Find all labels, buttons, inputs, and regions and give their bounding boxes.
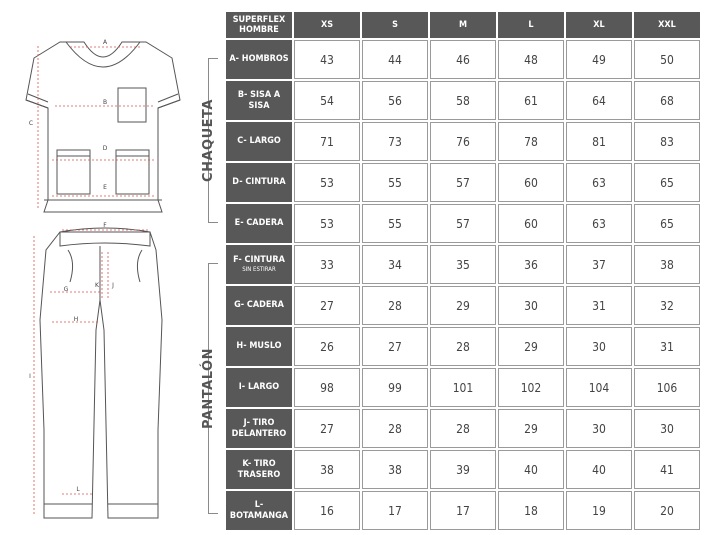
measurement-value: 78 — [498, 122, 564, 161]
measurement-name: E- CADERA — [234, 218, 284, 228]
measurement-note: SIN ESTIRAR — [242, 266, 276, 273]
diagram-letter-f: F — [103, 222, 107, 229]
measurement-value: 61 — [498, 81, 564, 120]
measurement-value: 38 — [294, 450, 360, 489]
measurement-value: 20 — [634, 491, 700, 530]
measurement-value: 63 — [566, 163, 632, 202]
group-label-pantalon: PANTALÓN — [200, 348, 216, 429]
measurement-label — [226, 245, 292, 284]
measurement-name: B- SISA A SISA — [237, 89, 281, 111]
measurement-value: 17 — [430, 491, 496, 530]
measurement-value: 18 — [498, 491, 564, 530]
measurement-value: 53 — [294, 204, 360, 243]
measurement-value: 104 — [566, 368, 632, 407]
size-header: XS — [294, 12, 360, 38]
measurement-value: 73 — [362, 122, 428, 161]
measurement-value: 30 — [498, 286, 564, 325]
table-row — [226, 163, 700, 202]
measurement-value: 17 — [362, 491, 428, 530]
measurement-value: 29 — [498, 327, 564, 366]
size-header-row — [226, 12, 700, 38]
measurement-value: 30 — [566, 409, 632, 448]
measurement-value: 27 — [294, 409, 360, 448]
size-header: XL — [566, 12, 632, 38]
measurement-value: 64 — [566, 81, 632, 120]
measurement-value: 31 — [566, 286, 632, 325]
measurement-name: D- CINTURA — [232, 177, 286, 187]
measurement-name: L- BOTAMANGA — [229, 499, 289, 521]
table-row — [226, 409, 700, 448]
measurement-value: 65 — [634, 163, 700, 202]
table-row — [226, 81, 700, 120]
measurement-value: 76 — [430, 122, 496, 161]
pants-outline — [40, 232, 162, 518]
measurement-label — [226, 204, 292, 243]
measurement-value: 28 — [362, 286, 428, 325]
measurement-value: 30 — [634, 409, 700, 448]
measurement-value: 83 — [634, 122, 700, 161]
measurement-value: 33 — [294, 245, 360, 284]
measurement-value: 48 — [498, 40, 564, 79]
measurement-label — [226, 286, 292, 325]
measurement-value: 16 — [294, 491, 360, 530]
measurement-value: 39 — [430, 450, 496, 489]
measurement-value: 32 — [634, 286, 700, 325]
diagram-letter-i: I — [29, 373, 31, 380]
measurement-value: 53 — [294, 163, 360, 202]
diagram-letter-j: J — [112, 282, 114, 289]
measurement-value: 49 — [566, 40, 632, 79]
diagram-letter-k: K — [95, 282, 99, 289]
measurement-value: 30 — [566, 327, 632, 366]
size-header: M — [430, 12, 496, 38]
measurement-label — [226, 491, 292, 530]
measurement-label — [226, 163, 292, 202]
size-header: L — [498, 12, 564, 38]
measurement-value: 58 — [430, 81, 496, 120]
measurement-value: 40 — [566, 450, 632, 489]
measurement-value: 54 — [294, 81, 360, 120]
table-row — [226, 204, 700, 243]
measurement-value: 55 — [362, 204, 428, 243]
table-row — [226, 491, 700, 530]
measurement-value: 57 — [430, 204, 496, 243]
diagram-letter-h: H — [73, 316, 79, 323]
measurement-value: 19 — [566, 491, 632, 530]
measurement-value: 56 — [362, 81, 428, 120]
measurement-label — [226, 327, 292, 366]
measurement-value: 81 — [566, 122, 632, 161]
measurement-value: 27 — [362, 327, 428, 366]
measurement-value: 28 — [362, 409, 428, 448]
measurement-value: 38 — [362, 450, 428, 489]
group-label-chaqueta: CHAQUETA — [200, 99, 216, 182]
measurement-label — [226, 40, 292, 79]
diagram-letter-a: A — [102, 39, 108, 46]
measurement-value: 36 — [498, 245, 564, 284]
table-row — [226, 450, 700, 489]
measurement-value: 44 — [362, 40, 428, 79]
measurement-value: 28 — [430, 409, 496, 448]
diagram-letter-c: C — [28, 120, 34, 127]
measurement-value: 43 — [294, 40, 360, 79]
measurement-value: 29 — [498, 409, 564, 448]
diagram-letter-d: D — [102, 145, 108, 152]
measurement-value: 101 — [430, 368, 496, 407]
measurement-label — [226, 122, 292, 161]
measurement-value: 38 — [634, 245, 700, 284]
table-row — [226, 286, 700, 325]
measurement-value: 55 — [362, 163, 428, 202]
size-header: S — [362, 12, 428, 38]
measurement-name: F- CINTURA — [233, 255, 285, 265]
measurement-value: 40 — [498, 450, 564, 489]
measurement-value: 29 — [430, 286, 496, 325]
measurement-value: 31 — [634, 327, 700, 366]
size-header: XXL — [634, 12, 700, 38]
measurement-value: 60 — [498, 204, 564, 243]
diagram-letter-e: E — [103, 184, 107, 191]
measurement-label — [226, 450, 292, 489]
measurement-value: 27 — [294, 286, 360, 325]
diagram-letter-b: B — [102, 99, 108, 106]
measurement-value: 46 — [430, 40, 496, 79]
measurement-name: I- LARGO — [238, 382, 280, 392]
diagram-letter-g: G — [63, 286, 69, 293]
table-row — [226, 245, 700, 284]
measurement-label — [226, 409, 292, 448]
measurement-label — [226, 368, 292, 407]
measurement-value: 63 — [566, 204, 632, 243]
measurement-name: J- TIRO DELANTERO — [231, 417, 287, 439]
measurement-value: 98 — [294, 368, 360, 407]
table-row — [226, 368, 700, 407]
size-table — [224, 10, 702, 532]
measurement-value: 68 — [634, 81, 700, 120]
measurement-value: 34 — [362, 245, 428, 284]
measurement-value: 106 — [634, 368, 700, 407]
measurement-value: 65 — [634, 204, 700, 243]
table-body — [226, 40, 700, 530]
measurement-name: A- HOMBROS — [229, 54, 289, 64]
table-row — [226, 327, 700, 366]
measurement-name: C- LARGO — [237, 136, 281, 146]
measurement-name: K- TIRO TRASERO — [237, 458, 281, 480]
diagram-letter-l: L — [76, 486, 80, 493]
measurement-value: 26 — [294, 327, 360, 366]
measurement-value: 41 — [634, 450, 700, 489]
garment-diagram — [0, 0, 200, 535]
measurement-name: H- MUSLO — [236, 341, 282, 351]
measurement-value: 99 — [362, 368, 428, 407]
corner-label: SUPERFLEX HOMBRE — [226, 12, 292, 38]
table-row — [226, 122, 700, 161]
measurement-label — [226, 81, 292, 120]
measurement-value: 37 — [566, 245, 632, 284]
table-row — [226, 40, 700, 79]
measurement-value: 71 — [294, 122, 360, 161]
measurement-value: 102 — [498, 368, 564, 407]
measurement-value: 50 — [634, 40, 700, 79]
measurement-value: 57 — [430, 163, 496, 202]
measurement-value: 35 — [430, 245, 496, 284]
measurement-name: G- CADERA — [234, 300, 284, 310]
measurement-value: 28 — [430, 327, 496, 366]
measurement-value: 60 — [498, 163, 564, 202]
